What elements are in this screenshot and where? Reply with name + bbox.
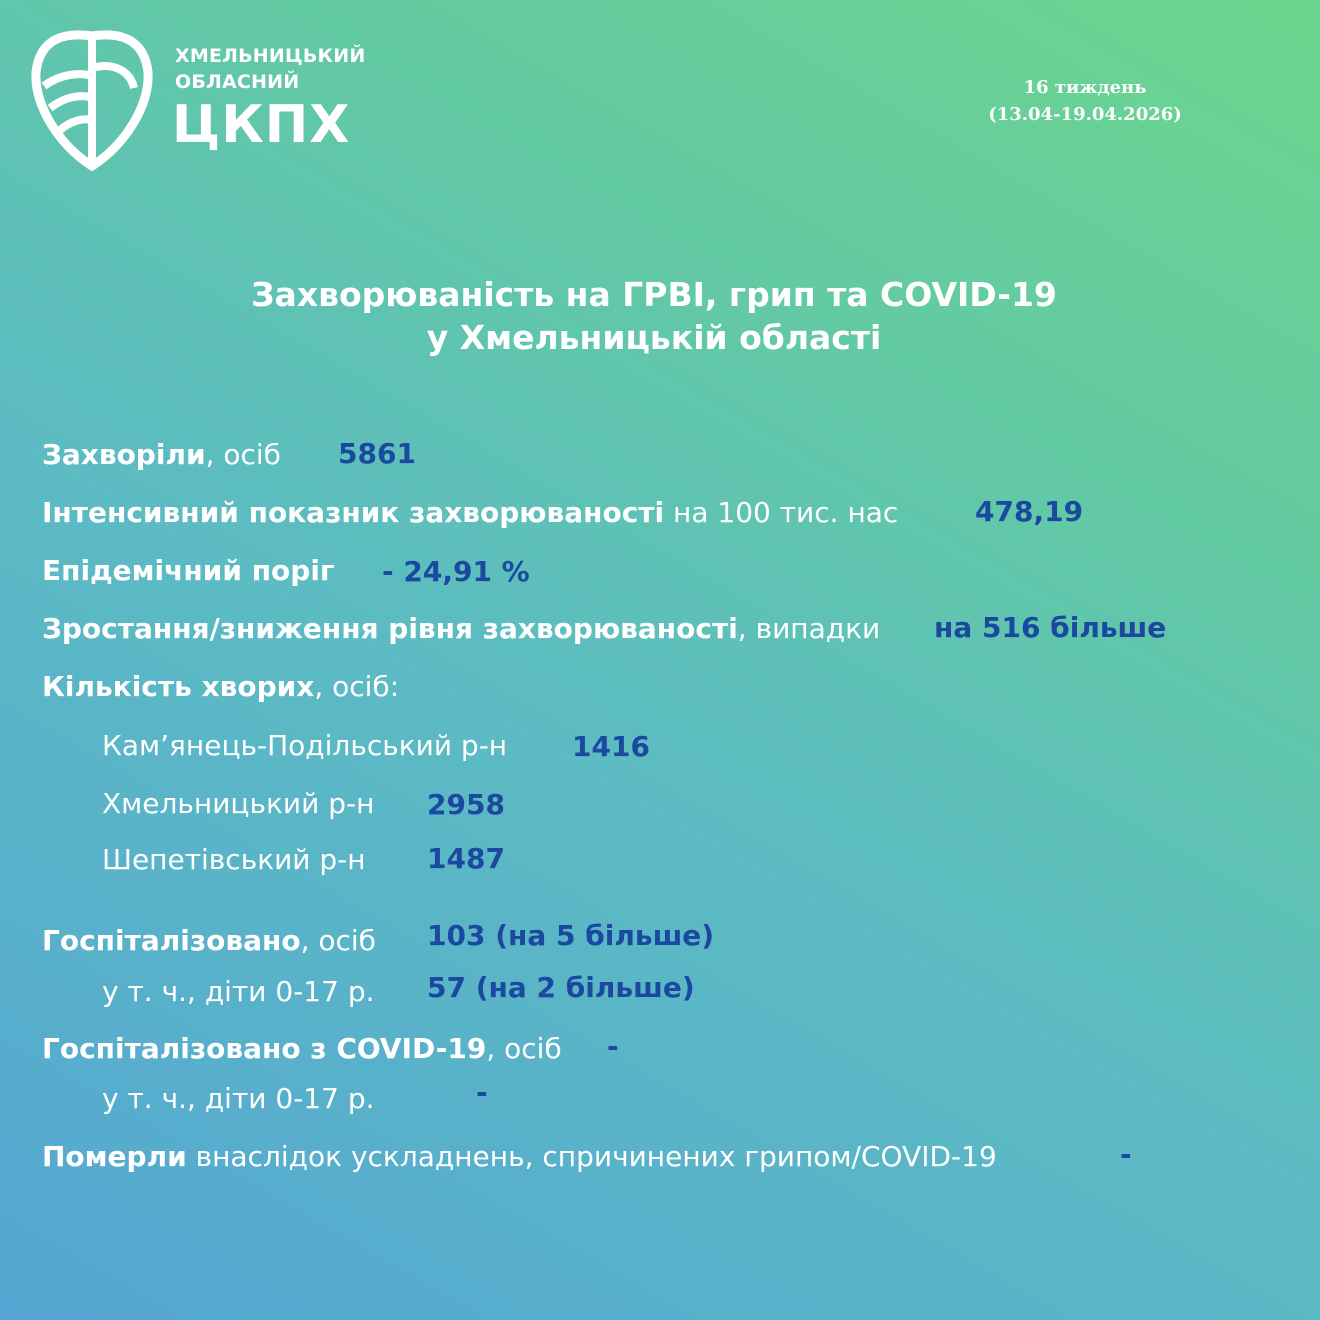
hospitalized-label: Госпіталізовано bbox=[42, 924, 301, 957]
patients-row bbox=[42, 670, 399, 703]
died-unit: внаслідок ускладнень, спричинених грипом/COVID-19 bbox=[186, 1140, 997, 1173]
shield-logo-icon bbox=[30, 28, 155, 173]
district-value: 1487 bbox=[427, 842, 505, 875]
intensity-row bbox=[42, 496, 898, 529]
covid-children-label: у т. ч., діти 0-17 р. bbox=[102, 1082, 375, 1115]
intensity-label: Інтенсивний показник захворюваності bbox=[42, 496, 665, 529]
district-value: 2958 bbox=[427, 788, 505, 821]
sick-row bbox=[42, 438, 281, 471]
district-name: Кам’янець-Подільський р-н bbox=[102, 729, 508, 762]
week-label: 16 тиждень bbox=[1023, 77, 1147, 98]
covid-hospitalized-unit: , осіб bbox=[486, 1032, 562, 1065]
threshold-value: - 24,91 % bbox=[382, 555, 530, 588]
patients-unit: , осіб: bbox=[314, 670, 400, 703]
change-unit: , випадки bbox=[737, 612, 881, 645]
threshold-label: Епідемічний поріг bbox=[42, 554, 335, 587]
covid-hospitalized-row bbox=[42, 1032, 562, 1065]
sick-label: Захворіли bbox=[42, 438, 206, 471]
period-label: (13.04-19.04.2026) bbox=[988, 104, 1182, 125]
died-label: Померли bbox=[42, 1140, 187, 1173]
covid-hospitalized-label: Госпіталізовано з COVID-19 bbox=[42, 1032, 487, 1065]
died-row bbox=[42, 1140, 997, 1173]
hospitalized-row bbox=[42, 924, 376, 957]
change-label: Зростання/зниження рівня захворюваності bbox=[42, 612, 738, 645]
hospitalized-children-label: у т. ч., діти 0-17 р. bbox=[102, 975, 375, 1008]
page-title: Захворюваність на ГРВІ, грип та COVID-19 bbox=[251, 275, 1057, 314]
hospitalized-value: 103 (на 5 більше) bbox=[427, 919, 715, 952]
org-abbreviation: ЦКПХ bbox=[172, 95, 351, 155]
district-value: 1416 bbox=[572, 730, 650, 763]
intensity-unit: на 100 тис. нас bbox=[664, 496, 899, 529]
sick-value: 5861 bbox=[338, 437, 416, 470]
covid-hospitalized-value: - bbox=[607, 1030, 619, 1063]
district-name: Хмельницький р-н bbox=[102, 787, 375, 820]
covid-children-value: - bbox=[476, 1076, 488, 1109]
district-name: Шепетівський р-н bbox=[102, 843, 366, 876]
intensity-value: 478,19 bbox=[975, 495, 1084, 528]
sick-unit: , осіб bbox=[205, 438, 281, 471]
patients-label: Кількість хворих bbox=[42, 670, 315, 703]
org-name-line2: ОБЛАСНИЙ bbox=[175, 71, 300, 93]
died-value: - bbox=[1120, 1138, 1132, 1171]
page-subtitle: у Хмельницькій області bbox=[426, 318, 882, 357]
org-name-line1: ХМЕЛЬНИЦЬКИЙ bbox=[175, 45, 366, 67]
change-value: на 516 більше bbox=[934, 611, 1167, 644]
hospitalized-children-value: 57 (на 2 більше) bbox=[427, 971, 695, 1004]
change-row bbox=[42, 612, 880, 645]
threshold-row bbox=[42, 554, 335, 587]
hospitalized-unit: , осіб bbox=[300, 924, 376, 957]
